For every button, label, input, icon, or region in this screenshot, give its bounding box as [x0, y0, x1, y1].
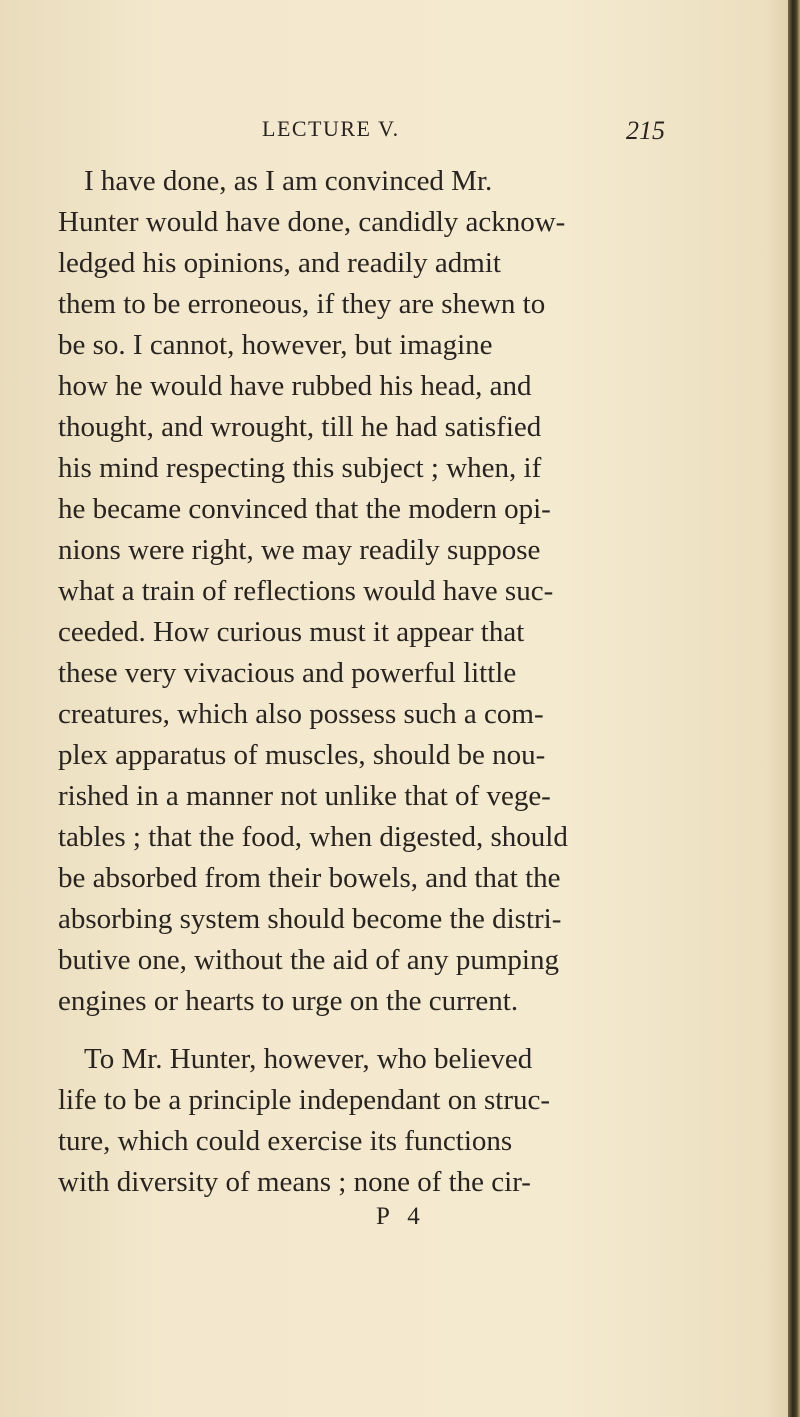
text-line: absorbing system should become the distri- — [58, 903, 562, 935]
page-header — [0, 112, 800, 148]
text-line: he became convinced that the modern opi- — [58, 493, 551, 525]
text-line: creatures, which also possess such a com- — [58, 698, 544, 730]
text-line: be absorbed from their bowels, and that the — [58, 862, 561, 894]
text-line: butive one, without the aid of any pumping — [58, 944, 559, 976]
text-line: with diversity of means ; none of the cir- — [58, 1166, 531, 1198]
text-line: how he would have rubbed his head, and — [58, 370, 532, 402]
page-edge — [788, 0, 800, 1417]
text-line: I have done, as I am convinced Mr. — [84, 165, 493, 197]
text-line: them to be erroneous, if they are shewn to — [58, 288, 546, 320]
text-line: be so. I cannot, however, but imagine — [58, 329, 493, 361]
text-line: thought, and wrought, till he had satisfied — [58, 411, 542, 443]
text-line: plex apparatus of muscles, should be nou- — [58, 739, 546, 771]
text-line: rished in a manner not unlike that of vege- — [58, 780, 551, 812]
text-line: ledged his opinions, and readily admit — [58, 247, 501, 279]
text-line: ceeded. How curious must it appear that — [58, 616, 525, 648]
text-line: what a train of reflections would have suc- — [58, 575, 554, 607]
text-line: his mind respecting this subject ; when, if — [58, 452, 542, 484]
text-line: tables ; that the food, when digested, should — [58, 821, 568, 853]
page-number: 215 — [626, 116, 665, 145]
text-line: nions were right, we may readily suppose — [58, 534, 541, 566]
text-line: Hunter would have done, candidly acknow- — [58, 206, 566, 238]
text-line: To Mr. Hunter, however, who believed — [84, 1043, 533, 1075]
text-line: engines or hearts to urge on the current. — [58, 985, 519, 1017]
running-head: LECTURE V. — [262, 116, 400, 141]
signature-mark: P 4 — [376, 1203, 426, 1230]
text-line: these very vivacious and powerful little — [58, 657, 517, 689]
text-line: life to be a principle independant on struc- — [58, 1084, 551, 1116]
text-line: ture, which could exercise its functions — [58, 1125, 513, 1157]
